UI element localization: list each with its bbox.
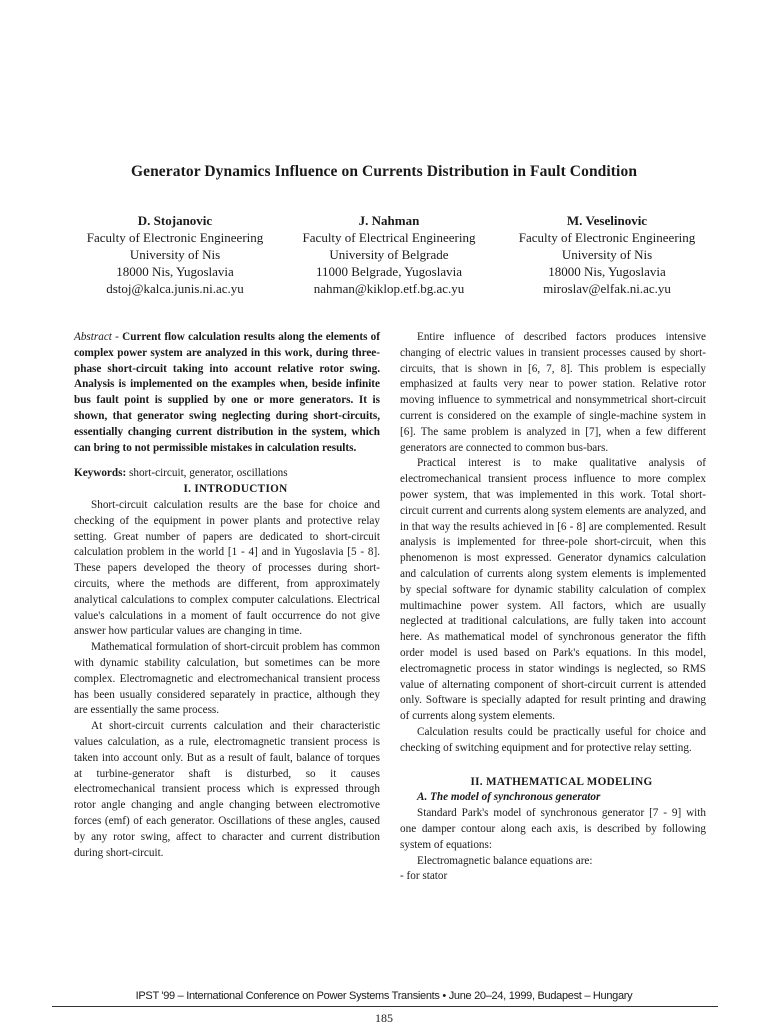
section-heading-mathematical-modeling: II. MATHEMATICAL MODELING [470,775,653,788]
author-email: dstoj@kalca.junis.ni.ac.yu [106,281,244,296]
author-name: D. Stojanovic [137,213,213,228]
abstract-label: Abstract - [74,331,119,343]
paragraph: Electromagnetic balance equations are: [417,854,593,867]
paragraph: Mathematical formulation of short-circuit problem has common with dynamic stability calculation, but sometimes can be more complex. Electromagnetic and electromechanical transient process has been usually considered separately in practice, although they are essentially the same process. [74,641,380,717]
author-email: nahman@kiklop.etf.bg.ac.yu [313,281,465,296]
footer-divider [52,1006,718,1007]
author-city: 18000 Nis, Yugoslavia [116,264,234,279]
author-block-3 [490,212,724,297]
author-university: University of Belgrade [329,247,449,262]
right-column [400,330,706,885]
author-email: miroslav@elfak.ni.ac.yu [543,281,671,296]
author-city: 11000 Belgrade, Yugoslavia [316,264,462,279]
author-block-1 [60,212,290,297]
paragraph: Calculation results could be practically useful for choice and checking of switching equipment and for protective relay setting. [400,725,706,754]
paragraph: Standard Park's model of synchronous generator [7 - 9] with one damper contour along each axis, is described by following system of equations: [400,807,706,851]
author-university: University of Nis [561,247,653,262]
author-affiliation: Faculty of Electronic Engineering [86,230,264,245]
author-university: University of Nis [129,247,221,262]
paragraph: At short-circuit currents calculation and their characteristic values calculation, as a rule, electromagnetic transient process is taken into account only. But as a result of fault, balance of torques at turbine-generator shaft is disturbed, so it causes electromechanical transient process which is expressed through rotor angle changing and angle changing between electromotive forces (emf) of each generator. Oscillations of these angles, caused by any rotor swing, affect to character and current distribution during short-circuit. [74,720,380,859]
left-column [74,330,380,861]
keywords-text: short-circuit, generator, oscillations [129,467,288,480]
paragraph: Entire influence of described factors produces intensive changing of electric values in transient processes caused by short-circuits, that is shown in [6, 7, 8]. This problem is especially emphasized at faults very near to power station. Relative rotor moving influence to symmetrical and nonsymmetrical short-circuit current is considered on the example of single-machine system in [6]. The same problem is analyzed in [7], when a few different generators are connected to common bus-bars. [400,331,706,454]
author-city: 18000 Nis, Yugoslavia [548,264,666,279]
abstract-text: Current flow calculation results along the elements of complex power system are analyzed in this work, during three-phase short-circuit taking into account relative rotor swing. Analysis is implemented on the examples when, beside infinite bus fault point is supplied by one or more generators. It is shown, that generator swing neglecting during short-circuits, essentially changing current distribution in the system, which can bring to not permissible mistakes in calculation results. [74,331,380,454]
author-name: J. Nahman [358,213,420,228]
keywords [74,466,380,482]
paper-title: Generator Dynamics Influence on Currents Distribution in Fault Condition [130,163,638,180]
page-number: 185 [375,1011,393,1025]
abstract [74,330,380,456]
paragraph: Short-circuit calculation results are the base for choice and checking of the equipment in power plants and protective relay setting. Great number of papers are dedicated to short-circuit calculation problem in the world [1 - 4] and in Yugoslavia [5 - 8]. These papers developed the theory of processes during short-circuits, where the methods are different, from approximately analytical calculations to complex computer calculations. Electrical value's calculations in a moment of fault occurrence do not give answer how particular values are changing in time. [74,498,380,638]
author-affiliation: Faculty of Electronic Engineering [518,230,696,245]
conference-footer: IPST '99 – International Conference on Power Systems Transients • June 20–24, 1999, Budapest – Hungary [135,990,633,1002]
author-name: M. Veselinovic [566,213,648,228]
author-block-2 [270,212,508,297]
paragraph: Practical interest is to make qualitative analysis of electromechanical transient process influence to more complex power system, that was implemented in this work. Total short-circuit current and currents along system elements are analyzed, and in that way the results achieved in [6 - 8] are complemented. Result analysis is implemented for three-pole short-circuit, when this phenomenon is most expressed. Generator dynamics calculation and calculation of currents along system elements is implemented by special software for dynamic stability calculation of complex multimachine power system. All factors, which are usually neglected at traditional calculations, are fully taken into account here. As mathematical model of synchronous generator the fifth order model is used based on Park's equations. In this model, electromagnetic process in stator windings is neglected, so RMS value of alternating component of short-circuit current is attended only. Software is specially adapted for result printing and drawing of currents along system elements. [400,457,706,723]
author-affiliation: Faculty of Electrical Engineering [302,230,476,245]
subsection-heading: A. The model of synchronous generator [417,791,601,804]
for-stator-label: - for stator [400,870,448,883]
keywords-label: Keywords: [74,467,127,480]
section-heading-introduction: I. INTRODUCTION [183,483,288,496]
